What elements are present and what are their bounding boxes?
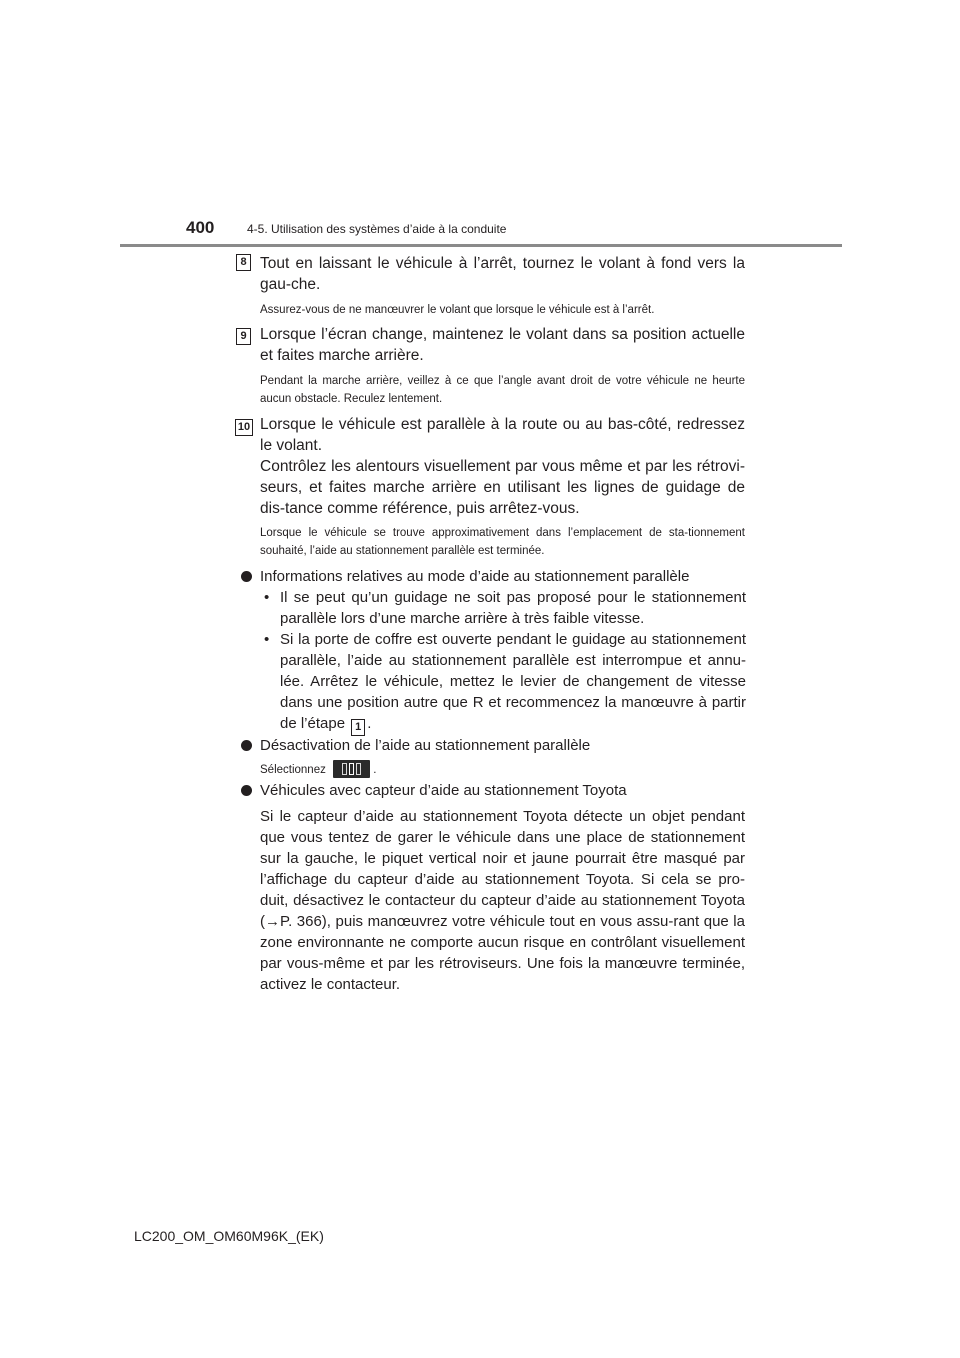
sensor-heading: Véhicules avec capteur d’aide au stationnement Toyota: [260, 782, 627, 799]
info-heading: Informations relatives au mode d’aide au stationnement parallèle: [260, 568, 690, 585]
page-number: 400: [186, 218, 215, 237]
bullet-dot-icon: [241, 571, 252, 582]
step-10-text: Lorsque le véhicule est parallèle à la route ou au bas-côté, redressez le volant.: [260, 416, 745, 454]
step-10-note: Lorsque le véhicule se trouve approximativement dans l’emplacement de sta-tionnement souhaité, l’aide au stationnement parallèle est terminée.: [260, 527, 745, 557]
step-badge-8: 8: [236, 254, 251, 271]
sensor-body: Si le capteur d’aide au stationnement Toyota détecte un objet pendant que vous tentez de garer le véhicule dans une place de stationnement sur la gauche, le piquet vertical noir et jaune pourrait être masqué par l’affichage du capteur d’aide au stationnement Toyota. Si cela se pro-duit, désactivez le contacteur du capteur d’aide au stationnement Toyota (→P. 366), puis manœuvrez votre véhicule tout en vous assu-rant que la zone environnante ne comporte aucun risque en contrôlant visuellement par vous-même et par les rétroviseurs. Une fois la manœuvre terminée, activez le contacteur.: [260, 808, 745, 993]
step-badge-10: 10: [235, 419, 253, 436]
step-9-note: Pendant la marche arrière, veillez à ce que l’angle avant droit de votre véhicule ne heurte aucun obstacle. Reculez lentement.: [260, 375, 745, 405]
bullet-dot-icon: [241, 785, 252, 796]
step-9-text: Lorsque l’écran change, maintenez le volant dans sa position actuelle et faites marche arrière.: [260, 326, 745, 364]
deactivate-note-end: .: [373, 764, 377, 776]
step-badge-9: 9: [236, 328, 251, 345]
section-title: 4-5. Utilisation des systèmes d’aide à la conduite: [247, 222, 507, 236]
info-item-2-body: Si la porte de coffre est ouverte pendant le guidage au stationnement parallèle, l’aide au stationnement parallèle est interrompue et annu-lée. Arrêtez le véhicule, mettez le levier de changement de vitesse dans une position autre que R et recommencez la manœuvre à partir de l’étape: [280, 631, 746, 732]
info-item-2: [264, 629, 746, 736]
deactivate-note: [260, 760, 745, 779]
step-8-note: Assurez-vous de ne manœuvrer le volant que lorsque le véhicule est à l’arrêt.: [260, 304, 655, 316]
step-8-text: Tout en laissant le véhicule à l’arrêt, tournez le volant à fond vers la gau-che.: [260, 255, 745, 293]
info-item-1: [264, 587, 746, 629]
deactivate-heading: Désactivation de l’aide au stationnement parallèle: [260, 737, 591, 754]
bullet-dot-icon: [241, 740, 252, 751]
bullet-mark: •: [264, 589, 270, 606]
info-item-1-text: Il se peut qu’un guidage ne soit pas proposé pour le stationnement parallèle lors d’une marche arrière à très faible vitesse.: [280, 589, 746, 627]
info-item-2-end: .: [367, 715, 372, 732]
step-10-text-2: Contrôlez les alentours visuellement par vous même et par les rétrovi-seurs, et faites marche arrière en utilisant les lignes de guidage de dis-tance comme référence, puis arrêtez-vous.: [260, 458, 745, 517]
info-item-2-text: [280, 629, 746, 736]
footer-code: LC200_OM_OM60M96K_(EK): [134, 1228, 324, 1244]
select-label: Sélectionnez: [260, 764, 326, 776]
step-ref-badge: 1: [351, 719, 365, 736]
header-rule: [120, 244, 842, 247]
bullet-mark: •: [264, 631, 270, 648]
parking-assist-icon: [333, 760, 370, 778]
